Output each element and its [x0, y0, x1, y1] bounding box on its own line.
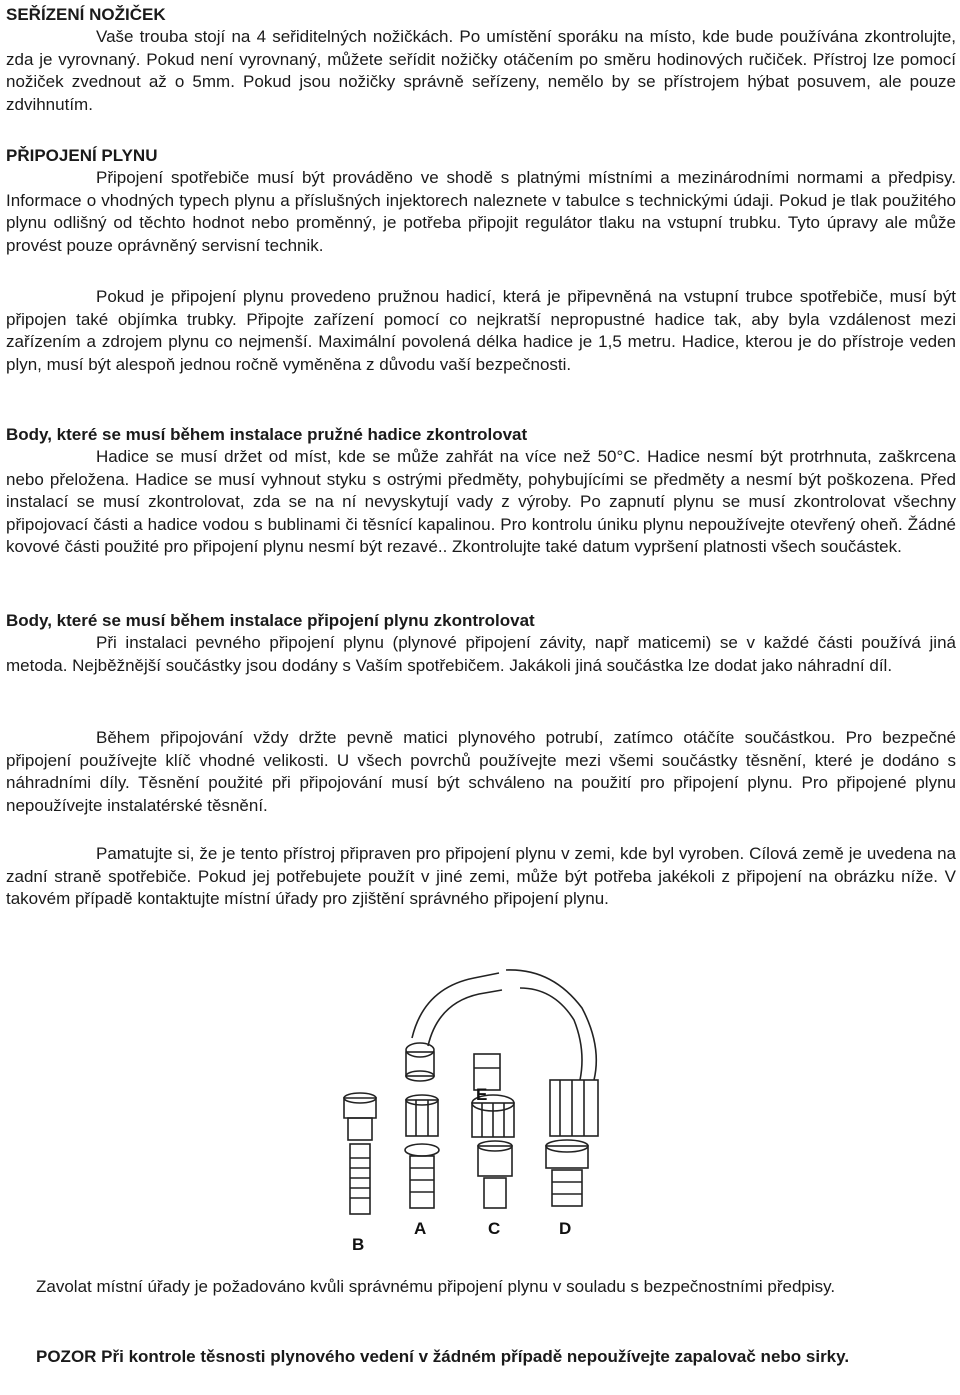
- section-country: [6, 843, 956, 911]
- label-b: B: [352, 1235, 365, 1254]
- section-warning: [6, 1346, 956, 1369]
- paragraph: Pokud je připojení plynu provedeno pružnou hadicí, která je připevněná na vstupní trubce spotřebiče, musí být připojen také objímka trubky. Připojte zařízení pomocí co nejkratší nepropustné hadice tak, aby byla vzdálenost mezi zařízením a zdrojem plynu co nejmenší. Maximální povolená délka hadice je 1,5 metru. Hadice, kterou je do přístroje veden plyn, musí být alespoň jednou ročně vyměněna z důvodu vaší bezpečnosti.: [6, 287, 956, 374]
- label-c: C: [488, 1219, 501, 1238]
- paragraph: Připojení spotřebiče musí být prováděno ve shodě s platnými místními a mezinárodními normami a předpisy. Informace o vhodných typech plynu a příslušných injektorech naleznete v tabulce s technickými údaji. Pokud je tlak použitého plynu odlišný od těchto hodnot nebo proměnný, je potřeba připojit regulátor tlaku na vstupní trubku. Tyto úpravy ale může provést pouze oprávněný servisní technik.: [6, 168, 956, 255]
- label-e: E: [476, 1085, 488, 1104]
- paragraph: Zavolat místní úřady je požadováno kvůli správnému připojení plynu v souladu s bezpečnostními předpisy.: [36, 1277, 836, 1296]
- gas-fittings-illustration: [324, 968, 654, 1258]
- paragraph: Vaše trouba stojí na 4 seřiditelných nožičkách. Po umístění sporáku na místo, kde bude používána zkontrolujte, zda je vyrovnaný. Pokud není vyrovnaný, můžete seřídit nožičky otáčením po směru hodinových ručiček. Přístroj lze pomocí nožiček zvednout až o 5mm. Pokud jsou nožičky správně seřízeny, nemělo by se přístrojem hýbat posuvem, ale pouze zdvihnutím.: [6, 27, 956, 114]
- fittings-drawing: [324, 968, 654, 1258]
- label-a: A: [414, 1219, 427, 1238]
- long-pipe-nut: [550, 1080, 598, 1136]
- elbow-pipe: [412, 973, 499, 1038]
- paragraph: Hadice se musí držet od míst, kde se může zahřát na více než 50°C. Hadice nesmí být protrhnuta, zaškrcena nebo přeložena. Hadice se musí vyhnout styku s ostrými předměty, pohybujícími se předměty a nesmí být poškozena. Před instalací se musí zkontrolovat, zda se na ní nevyskytují vady z výroby. Po zapnutí plynu se musí zkontrolovat všechny připojovací části a hadice vodou s bublinami či těsnící kapalinou. Pro kontrolu úniku plynu nepoužívejte otevřený oheň. Žádné kovové části použité pro připojení plynu nesmí být rezavé.. Zkontrolujte také datum vypršení platnosti všech součástek.: [6, 447, 956, 556]
- section-leg-adjustment: [6, 4, 956, 116]
- section-hose-checkpoints: [6, 424, 956, 559]
- section-connection-checkpoints: [6, 610, 956, 677]
- section-title: Body, které se musí během instalace pružné hadice zkontrolovat: [6, 425, 528, 444]
- warning-text: POZOR Při kontrole těsnosti plynového vedení v žádném případě nepoužívejte zapalovač nebo sirky.: [36, 1347, 850, 1366]
- section-title: Body, které se musí během instalace připojení plynu zkontrolovat: [6, 611, 535, 630]
- section-gas-connection: [6, 145, 956, 257]
- section-tightening: [6, 727, 956, 817]
- section-authorities-note: [6, 1276, 956, 1299]
- paragraph: Při instalaci pevného připojení plynu (plynové připojení závity, např maticemi) se v každé části používá jiná metoda. Nejběžnější součástky jsou dodány s Vaším spotřebičem. Jakákoli jiná součástka lze dodat jako náhradní díl.: [6, 633, 956, 675]
- paragraph: Pamatujte si, že je tento přístroj připraven pro připojení plynu v zemi, kde byl vyroben. Cílová země je uvedena na zadní straně spotřebiče. Pokud jej potřebujete použít v jiné zemi, může být potřeba jakékoli z připojení na obrázku níže. V takovém případě kontaktujte místní úřady pro zjištění správného připojení plynu.: [6, 844, 956, 908]
- section-title: PŘIPOJENÍ PLYNU: [6, 146, 158, 165]
- fitting-d: [546, 1146, 588, 1168]
- paragraph: Během připojování vždy držte pevně matici plynového potrubí, zatímco otáčíte součástkou. Pro bezpečné připojení používejte klíč vhodné velikosti. U všech povrchů používejte mezi všemi součástky těsnění, které je dodáno s náhradními díly. Těsnění použité při připojování musí být schváleno na použití pro připojení plynu. Pro připojené plynu nepoužívejte instalatérské těsnění.: [6, 728, 956, 815]
- section-flexible-hose: [6, 286, 956, 376]
- section-title: SEŘÍZENÍ NOŽIČEK: [6, 5, 166, 24]
- label-d: D: [559, 1219, 572, 1238]
- long-pipe: [506, 970, 596, 1080]
